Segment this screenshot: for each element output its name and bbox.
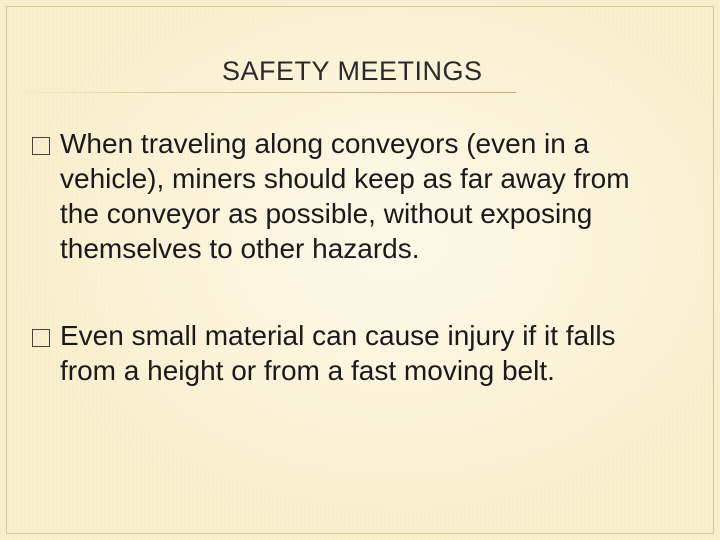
bullet-text: When traveling along conveyors (even in a vehicle), miners should keep as far away from the conveyor as possible, without exposing themselves to other hazards. [60, 128, 630, 264]
title-underline [6, 92, 516, 93]
square-bullet-icon [32, 329, 50, 347]
bullet-item [30, 126, 670, 266]
bullet-list [30, 126, 670, 440]
square-bullet-icon [32, 137, 50, 155]
slide-title: SAFETY MEETINGS [222, 56, 483, 86]
bullet-item [30, 318, 670, 388]
bullet-text: Even small material can cause injury if it falls from a height or from a fast moving belt. [60, 320, 616, 386]
